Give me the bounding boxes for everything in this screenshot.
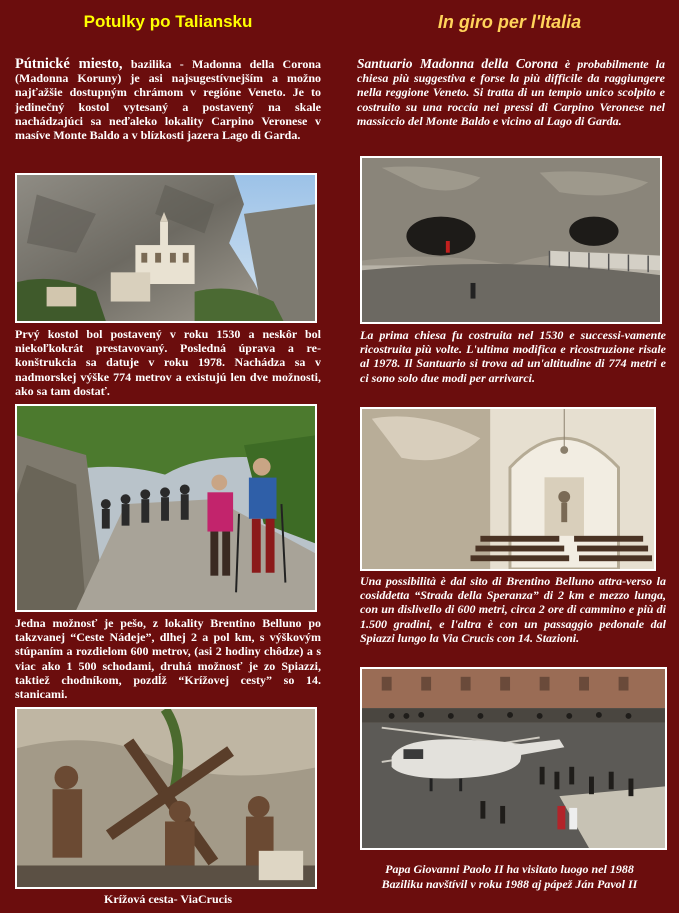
right-title: In giro per l'Italia [437,12,582,32]
via-crucis-statue-photo [15,707,317,889]
right-paragraph-routes: Una possibilità è dal sito di Brentino Belluno attra-verso la cosiddetta “Strada della Speranza” di 2 km e mezzo lunga, con un dislivello di 600 metri, circa 2 ore di cammino e più di 1.500 gradini, e l'altra è con un passaggio pedonale dal Spiazzi lungo la Via Crucis con 14. Stazioni. [360,574,666,645]
church-interior-photo [360,407,656,571]
right-caption-line1: Papa Giovanni Paolo II ha visitato luogo nel 1988 [385,862,634,876]
sanctuary-cliff-photo [15,173,317,323]
right-intro-body: è probabilmente la chiesa più suggestiva e forse la più difficile da raggiungere nella reggione Veneto. Si tratta di un tempio unico scolpito e costruito su una roccia nei pressi di Carpino Veronese nel massiccio del Monte Baldo e vicino al Lago di Garda. [357,57,665,128]
papal-visit-helicopter-photo [360,667,667,850]
sanctuary-cave-entrance-photo [360,156,662,324]
right-paragraph-intro [357,57,665,128]
left-paragraph-intro [15,57,321,142]
right-caption-line2: Baziliku navštívil v roku 1988 aj pápež Ján Pavol II [381,877,638,891]
left-paragraph-routes: Jedna možnosť je pešo, z lokality Brentino Belluno po takzvanej “Ceste Nádeje”, dlhej 2 a pol km, s výškovým stúpaním a rozdielom 600 metrov, (asi 2 hodiny chôdze) a s viac ako 1 500 schodami, druhá možnosť je zo Spiazzi, taktiež chodníkom, pozdĺž “Krížovej cesty” so 14. stanicami. [15,616,321,702]
left-photo-caption: Krížová cesta- ViaCrucis [104,892,232,906]
left-intro-body: bazilika - Madonna della Corona (Madonna Koruny) je asi najsugestívnejším a možno najťažšie dostupným chrámom v regióne Veneto. Je to jedinečný kostol vytesaný a postavený na skale nachádzajúci sa neďaleko lokality Carpino Veronese v masíve Monte Baldo a v blízkosti jazera Lago di Garda. [15,57,322,143]
hikers-trail-photo [15,404,317,612]
right-photo-caption [340,862,679,892]
right-paragraph-history: La prima chiesa fu costruita nel 1530 e successi-vamente ricostruita più volte. L'ultima modifica e ricostruzione risale al 1978. Il Santuario si trova ad un'altitudine di 774 metri e ci sono solo due modi per arrivarci. [360,328,666,385]
left-title: Potulky po Taliansku [83,12,253,31]
right-intro-lead: Santuario Madonna della Corona [357,56,558,71]
left-intro-lead: Pútnické miesto, [15,56,123,72]
left-paragraph-history: Prvý kostol bol postavený v roku 1530 a neskôr bol niekoľkokrát prestavovaný. Posledná úprava a re-konštrukcia sa datuje v roku 1978. Nachádza sa v nadmorskej výške 774 metrov a existujú len dve možnosti, ako sa tam dostať. [15,327,321,398]
